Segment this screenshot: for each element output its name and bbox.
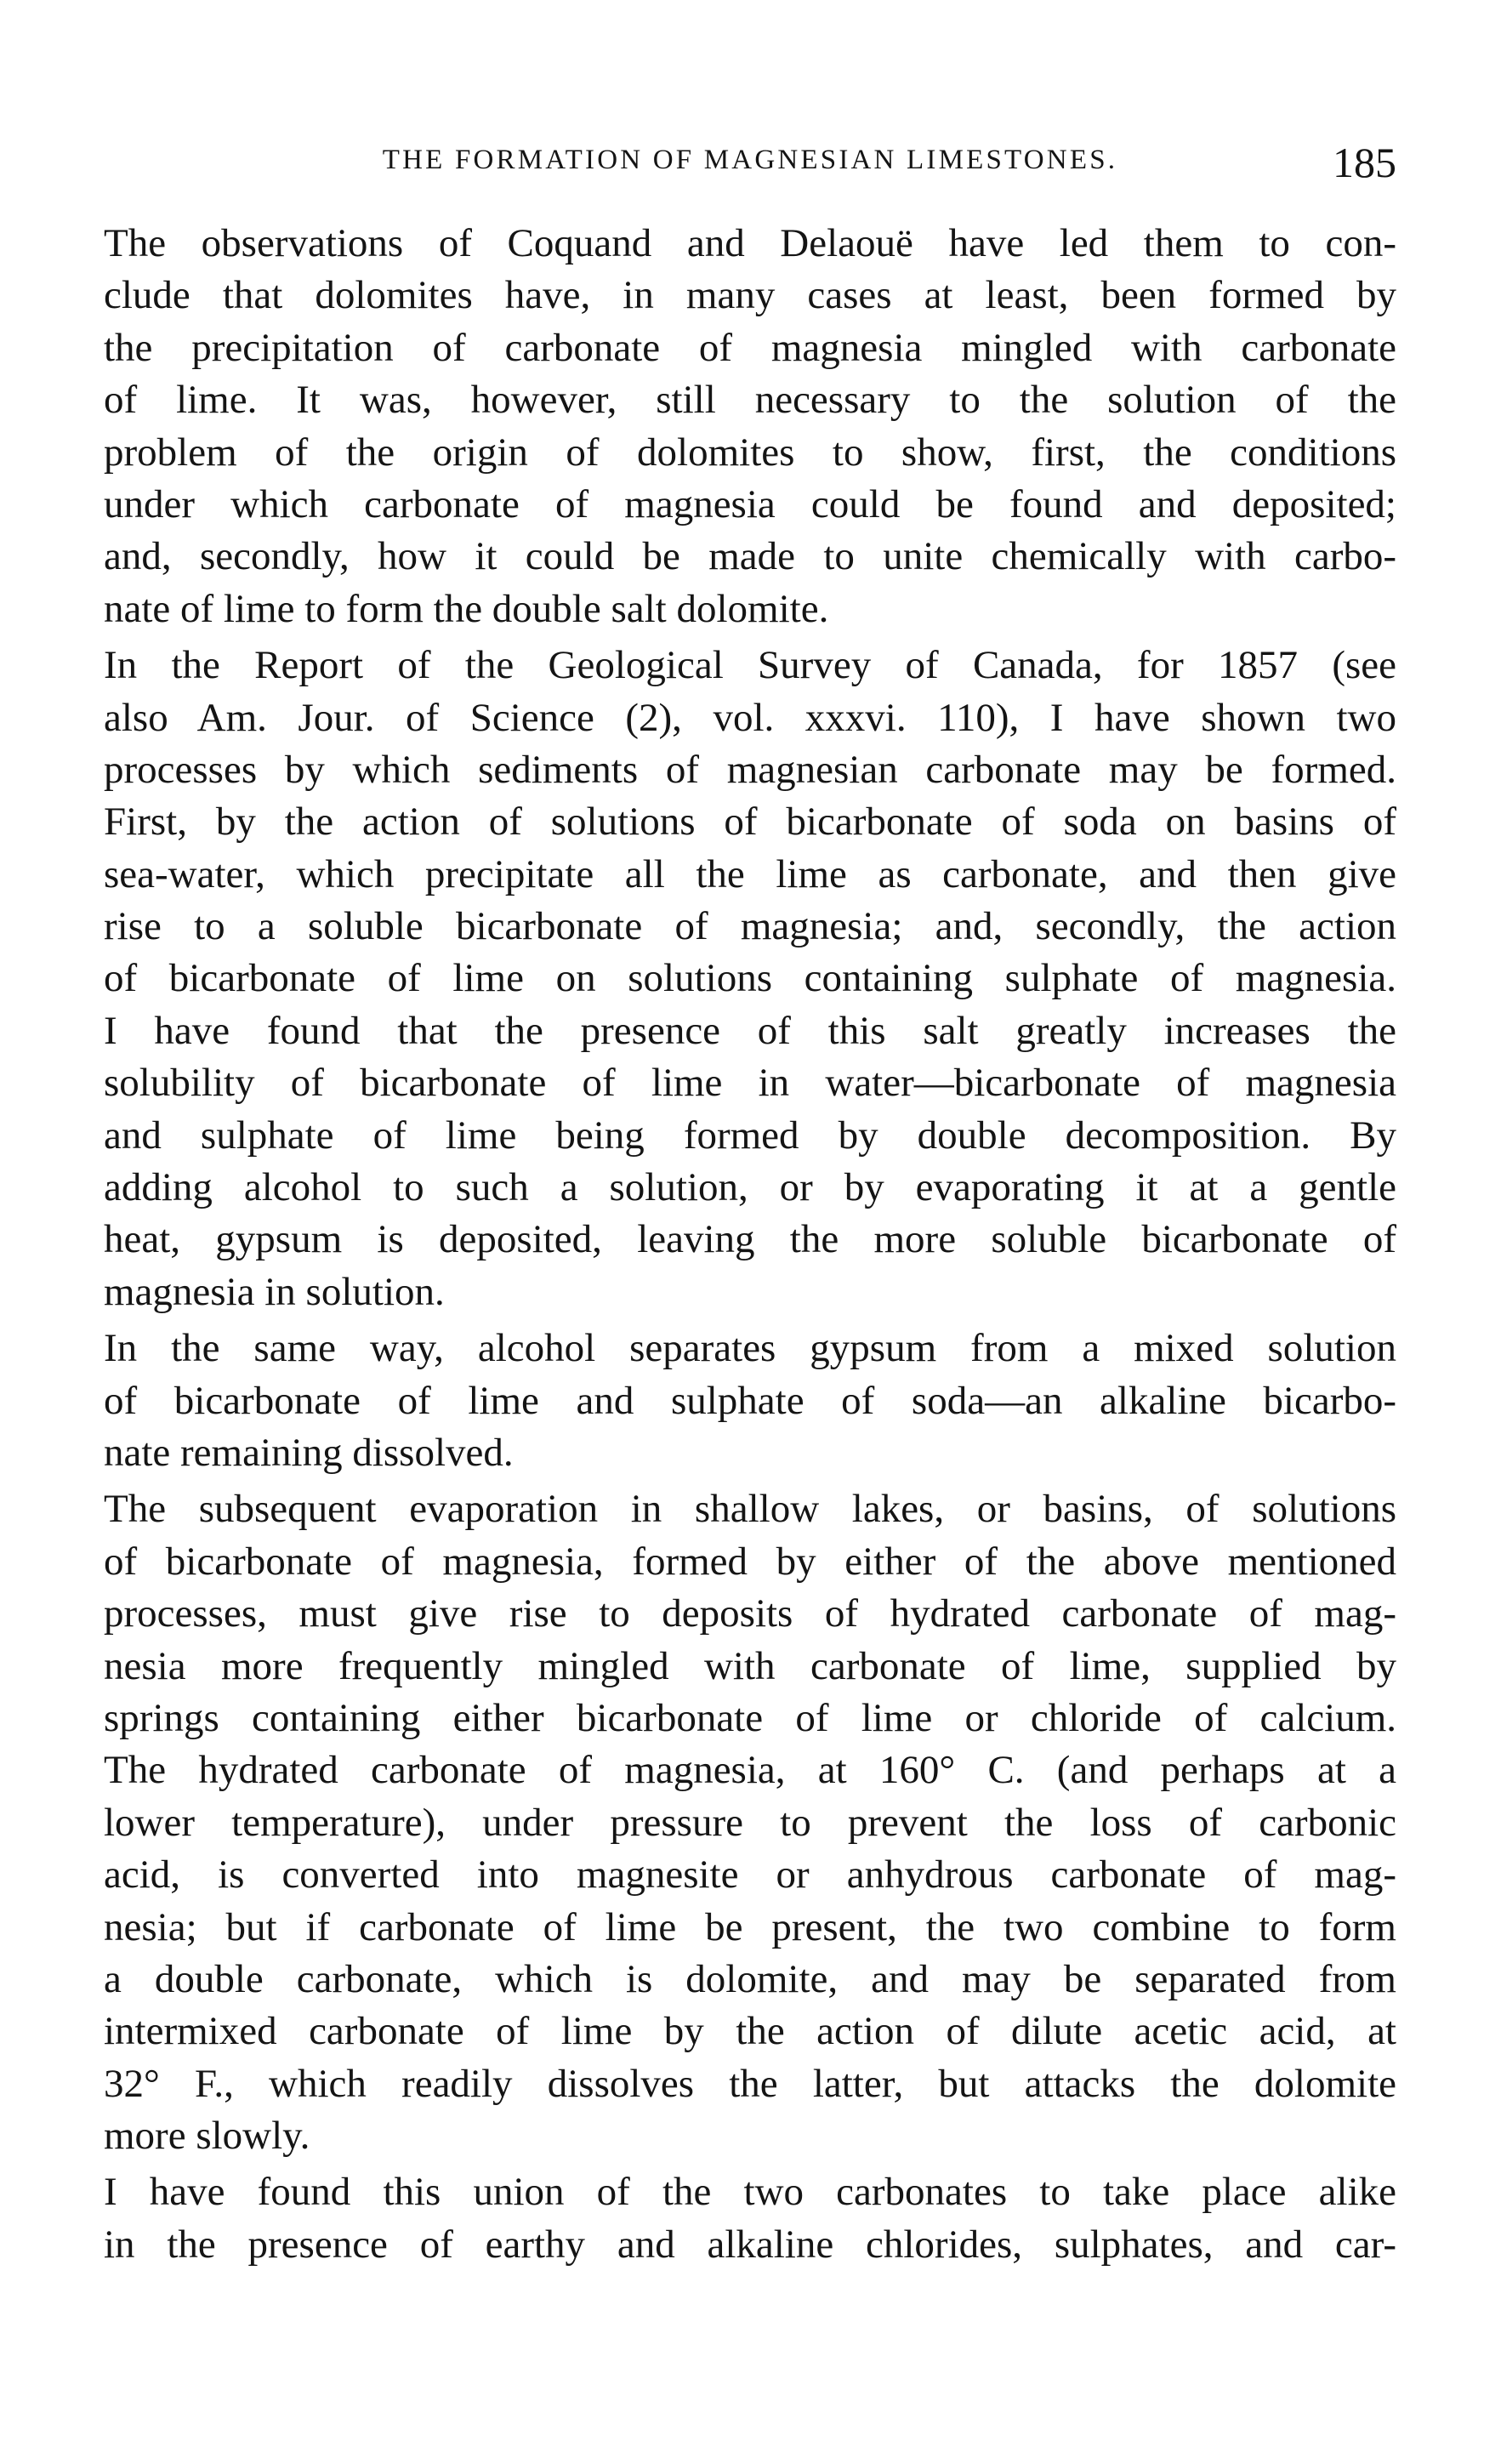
- text-line: rise to a soluble bicarbonate of magnesia; and, secondly, the action: [104, 904, 1396, 949]
- text-line: the precipitation of carbonate of magnesia mingled with carbonate: [104, 325, 1396, 370]
- text-line: nesia more frequently mingled with carbonate of lime, supplied by: [104, 1643, 1396, 1688]
- page-number: 185: [1333, 139, 1396, 186]
- page-body: [104, 218, 1396, 2446]
- text-line: processes, must give rise to deposits of hydrated carbonate of mag-: [104, 1591, 1396, 1636]
- text-line: under which carbonate of magnesia could be found and deposited;: [104, 481, 1396, 526]
- text-line: of bicarbonate of magnesia, formed by either of the above mentioned: [104, 1539, 1396, 1584]
- paragraph-alcohol-gypsum: [104, 1323, 1396, 1479]
- text-line: of lime. It was, however, still necessary to the solution of the: [104, 378, 1396, 423]
- text-line: also Am. Jour. of Science (2), vol. xxxvi. 110), I have shown two: [104, 695, 1396, 740]
- paragraph-evaporation: [104, 1483, 1396, 2162]
- text-line: in the presence of earthy and alkaline chlorides, sulphates, and car-: [104, 2222, 1396, 2267]
- text-line: heat, gypsum is deposited, leaving the more soluble bicarbonate of: [104, 1217, 1396, 1262]
- text-line: I have found that the presence of this salt greatly increases the: [104, 1008, 1396, 1053]
- text-line: I have found this union of the two carbonates to take place alike: [104, 2170, 1396, 2215]
- paragraph-geological-survey: [104, 640, 1396, 1318]
- text-line: solubility of bicarbonate of lime in water—bicarbonate of magnesia: [104, 1061, 1396, 1106]
- text-line: 32° F., which readily dissolves the latter, but attacks the dolomite: [104, 2061, 1396, 2106]
- text-line: and, secondly, how it could be made to unite chemically with carbo-: [104, 534, 1396, 579]
- text-line: acid, is converted into magnesite or anhydrous carbonate of mag-: [104, 1852, 1396, 1898]
- text-line: The observations of Coquand and Delaouë have led them to con-: [104, 221, 1396, 265]
- text-line: First, by the action of solutions of bicarbonate of soda on basins of: [104, 800, 1396, 845]
- page-header: [104, 138, 1396, 189]
- text-line: of bicarbonate of lime and sulphate of soda—an alkaline bicarbo-: [104, 1378, 1396, 1423]
- text-line: magnesia in solution.: [104, 1269, 445, 1314]
- text-line: The subsequent evaporation in shallow lakes, or basins, of solutions: [104, 1487, 1396, 1532]
- text-line: lower temperature), under pressure to prevent the loss of carbonic: [104, 1800, 1396, 1845]
- text-line: nate of lime to form the double salt dolomite.: [104, 586, 829, 631]
- text-line: nate remaining dissolved.: [104, 1430, 514, 1475]
- text-line: clude that dolomites have, in many cases at least, been formed by: [104, 273, 1396, 318]
- text-line: springs containing either bicarbonate of lime or chloride of calcium.: [104, 1695, 1396, 1740]
- paragraph-dolomite-precipitation: [104, 218, 1396, 635]
- text-line: adding alcohol to such a solution, or by evaporating it at a gentle: [104, 1165, 1396, 1210]
- running-title: THE FORMATION OF MAGNESIAN LIMESTONES.: [382, 145, 1118, 175]
- paragraph-union-carbonates: [104, 2166, 1396, 2271]
- text-line: processes by which sediments of magnesian carbonate may be formed.: [104, 747, 1396, 792]
- text-line: and sulphate of lime being formed by double decomposition. By: [104, 1112, 1396, 1158]
- text-line: nesia; but if carbonate of lime be present, the two combine to form: [104, 1904, 1396, 1949]
- text-line: sea-water, which precipitate all the lime as carbonate, and then give: [104, 851, 1396, 896]
- text-line: The hydrated carbonate of magnesia, at 160° C. (and perhaps at a: [104, 1748, 1396, 1793]
- text-line: In the Report of the Geological Survey of Canada, for 1857 (see: [104, 643, 1396, 688]
- text-line: more slowly.: [104, 2114, 310, 2159]
- text-line: problem of the origin of dolomites to show, first, the conditions: [104, 430, 1396, 475]
- text-line: intermixed carbonate of lime by the action of dilute acetic acid, at: [104, 2009, 1396, 2054]
- text-line: of bicarbonate of lime on solutions containing sulphate of magnesia.: [104, 956, 1396, 1001]
- text-line: a double carbonate, which is dolomite, and may be separated from: [104, 1956, 1396, 2001]
- text-line: In the same way, alcohol separates gypsum from a mixed solution: [104, 1326, 1396, 1371]
